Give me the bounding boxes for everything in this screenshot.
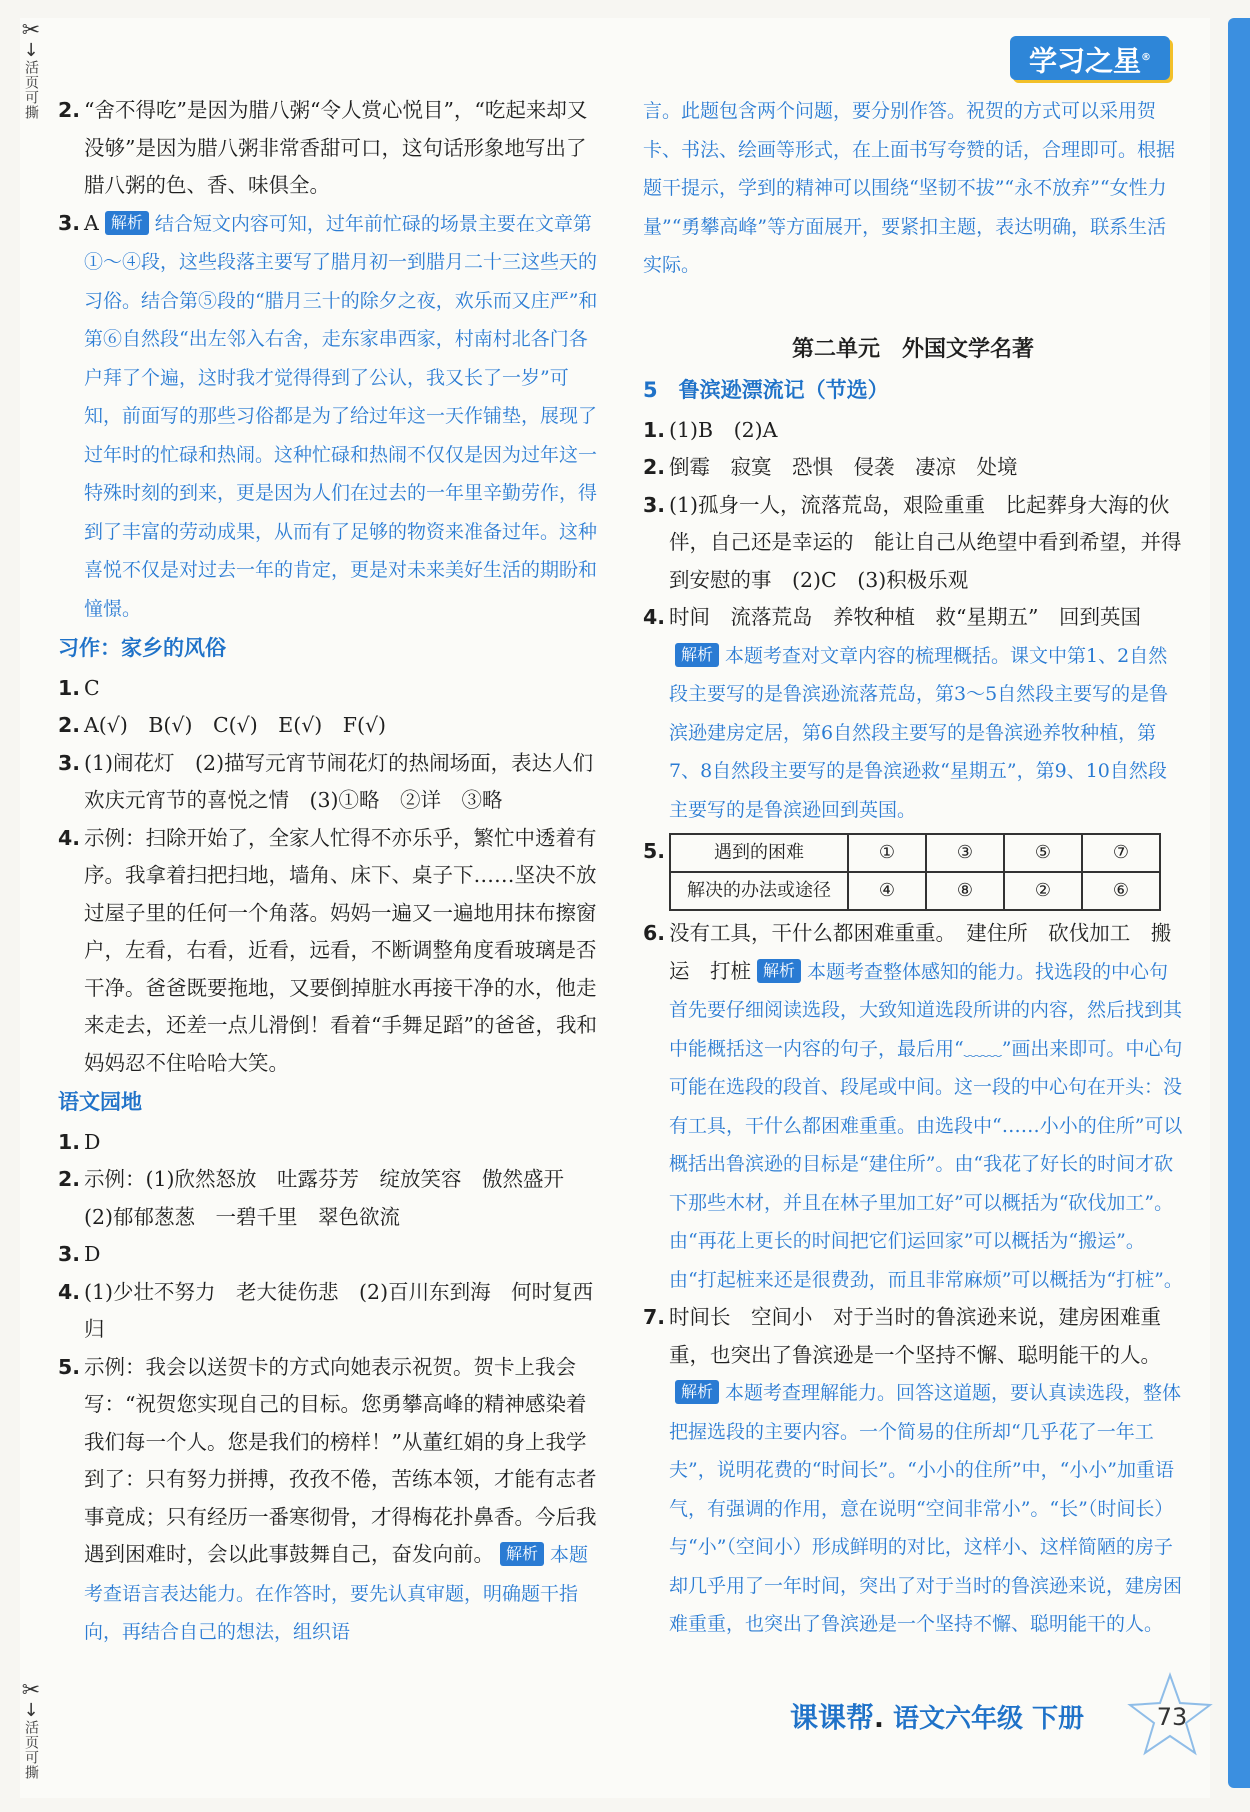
scissors-icon: ✂ <box>21 18 41 43</box>
table-cell: ④ <box>848 872 926 910</box>
answer-item: 3. D <box>58 1242 101 1266</box>
answer-table <box>669 833 1161 911</box>
brand-logo <box>1010 36 1170 80</box>
answer-item: 2. 倒霉 寂寞 恐惧 侵袭 凄凉 处境 <box>643 455 1018 479</box>
answer-item: 6. 没有工具，干什么都困难重重。 建住所 砍伐加工 搬运 打桩 解析 本题考查整体感知的能力。找选段的中心句首先要仔细阅读选段，大致知道选段所讲的内容，然后找到其中能概括这一内容的句子，最后用“﹏﹏”画出来即可。中心句可能在选段的段首、段尾或中间。这一段的中心句在开头：没有工具，干什么都困难重重。由选段中“……小小的住所”可以概括出鲁滨逊的目标是“建住所”。由“我花了好长的时间才砍下那些木材，并且在林子里加工好”可以概括为“砍伐加工”。由“再花上更长的时间把它们运回家”可以概括为“搬运”。由“打起桩来还是很费劲，而且非常麻烦”可以概括为“打桩”。 <box>643 921 1183 1291</box>
table-cell: 遇到的困难 <box>670 834 848 872</box>
answer-item: 3. A 解析 结合短文内容可知，过年前忙碌的场景主要在文章第①～④段，这些段落主要写了腊月初一到腊月二十三这些天的习俗。结合第⑤段的“腊月三十的除夕之夜，欢乐而又庄严”和第⑥自然段“出左邻入右舍，走东家串西家，村南村北各门各户拜了个遍，这时我才觉得得到了公认，我又长了一岁”可知，前面写的那些习俗都是为了给过年这一天作铺垫，展现了过年时的忙碌和热闹。这种忙碌和热闹不仅仅是因为过年这一特殊时刻的到来，更是因为人们在过去的一年里辛勤劳作，得到了丰富的劳动成果，从而有了足够的物资来准备过年。这种喜悦不仅是对过去一年的肯定，更是对未来美好生活的期盼和憧憬。 <box>58 210 598 620</box>
answer-item: 4. (1)少壮不努力 老大徒伤悲 (2)百川东到海 何时复西归 <box>58 1279 594 1341</box>
table-cell: ⑦ <box>1082 834 1160 872</box>
logo-text: 学习之星 <box>1028 44 1141 78</box>
unit-title: 第二单元 外国文学名著 <box>791 336 1034 362</box>
table-cell: 解决的办法或途径 <box>670 872 848 910</box>
answer-item: 7. 时间长 空间小 对于当时的鲁滨逊来说，建房困难重重，也突出了鲁滨逊是一个坚持不懈、聪明能干的人。解析 本题考查理解能力。回答这道题，要认真读选段，整体把握选段的主要内容。一个简易的住所却“几乎花了一年工夫”，说明花费的“时间长”。“小小的住所”中，“小小”加重语气，有强调的作用，意在说明“空间非常小”。“长”（时间长）与“小”（空间小）形成鲜明的对比，这样小、这样简陋的房子却几乎用了一年时间，突出了对于当时的鲁滨逊来说，建房困难重重，也突出了鲁滨逊是一个坚持不懈、聪明能干的人。 <box>643 1305 1183 1635</box>
answer-item: 1. C <box>58 675 100 700</box>
arrow-down-icon: ↓ <box>23 40 39 61</box>
analysis-badge: 解析 <box>675 1380 719 1404</box>
tear-off-marker-top <box>14 20 48 124</box>
logo-mark: ® <box>1141 52 1151 63</box>
analysis-text: 本题考查理解能力。回答这道题，要认真读选段，整体把握选段的主要内容。一个简易的住所却“几乎花了一年工夫”，说明花费的“时间长”。“小小的住所”中，“小小”加重语气，有强调的作用，意在说明“空间非常小”。“长”（时间长）与“小”（空间小）形成鲜明的对比，这样小、这样简陋的房子却几乎用了一年时间，突出了对于当时的鲁滨逊来说，建房困难重重，也突出了鲁滨逊是一个坚持不懈、聪明能干的人。 <box>669 1382 1183 1635</box>
table-cell: ② <box>1004 872 1082 910</box>
answer-item: 4. 时间 流落荒岛 养牧种植 救“星期五” 回到英国解析 本题考查对文章内容的梳理概括。课文中第1、2自然段主要写的是鲁滨逊流落荒岛，第3～5自然段主要写的是鲁滨逊建房定居，第6自然段主要写的是鲁滨逊养牧种植，第7、8自然段主要写的是鲁滨逊救“星期五”，第9、10自然段主要写的是鲁滨逊回到英国。 <box>643 605 1169 821</box>
footer-title: 课课帮. 语文六年级 下册 <box>790 1701 1085 1734</box>
analysis-text: 本题考查对文章内容的梳理概括。课文中第1、2自然段主要写的是鲁滨逊流落荒岛，第3～5自然段主要写的是鲁滨逊建房定居，第6自然段主要写的是鲁滨逊养牧种植，第7、8自然段主要写的是鲁滨逊救“星期五”，第9、10自然段主要写的是鲁滨逊回到英国。 <box>669 644 1169 821</box>
analysis-text: 本题考查语言表达能力。在作答时，要先认真审题，明确题干指向，再结合自己的想法，组织语 <box>84 1544 589 1643</box>
tear-label: 活页可撕 <box>23 1720 40 1780</box>
table-row <box>670 872 1160 910</box>
answer-item: 5. 示例：我会以送贺卡的方式向她表示祝贺。贺卡上我会写：“祝贺您实现自己的目标。您勇攀高峰的精神感染着我们每一个人。您是我们的榜样！”从董红娟的身上我学到了：只有努力拼搏，孜孜不倦，苦练本领，才能有志者事竟成；只有经历一番寒彻骨，才得梅花扑鼻香。今后我遇到困难时，会以此事鼓舞自己，奋发向前。 解析 本题考查语言表达能力。在作答时，要先认真审题，明确题干指向，再结合自己的想法，组织语 <box>58 1354 597 1643</box>
analysis-badge: 解析 <box>500 1542 544 1566</box>
section-heading: 习作：家乡的风俗 <box>58 636 226 660</box>
analysis-text: 本题考查整体感知的能力。找选段的中心句首先要仔细阅读选段，大致知道选段所讲的内容，然后找到其中能概括这一内容的句子，最后用“﹏﹏”画出来即可。中心句可能在选段的段首、段尾或中间。这一段的中心句在开头：没有工具，干什么都困难重重。由选段中“……小小的住所”可以概括出鲁滨逊的目标是“建住所”。由“我花了好长的时间才砍下那些木材，并且在林子里加工好”可以概括为“砍伐加工”。由“再花上更长的时间把它们运回家”可以概括为“搬运”。由“打起桩来还是很费劲，而且非常麻烦”可以概括为“打桩”。 <box>669 960 1183 1291</box>
table-row <box>670 834 1160 872</box>
tear-off-marker-bottom <box>14 1680 48 1784</box>
lesson-title: 5 鲁滨逊漂流记（节选） <box>643 378 889 402</box>
table-cell: ③ <box>926 834 1004 872</box>
table-cell: ⑤ <box>1004 834 1082 872</box>
left-column <box>58 92 598 1652</box>
answer-item: 5. 遇到的困难 ① ③ ⑤ ⑦ 解决的办法或途径 ④ ⑧ ② ⑥ <box>643 833 1183 911</box>
answer-item: 4. 示例：扫除开始了，全家人忙得不亦乐乎，繁忙中透着有序。我拿着扫把扫地，墙角、床下、桌子下……坚决不放过屋子里的任何一个角落。妈妈一遍又一遍地用抹布擦窗户，左看，右看，近看，远看，不断调整角度看玻璃是否干净。爸爸既要拖地，又要倒掉脏水再接干净的水，他走来走去，还差一点儿滑倒！看着“手舞足蹈”的爸爸，我和妈妈忍不住哈哈大笑。 <box>58 825 597 1075</box>
analysis-text: 结合短文内容可知，过年前忙碌的场景主要在文章第①～④段，这些段落主要写了腊月初一到腊月二十三这些天的习俗。结合第⑤段的“腊月三十的除夕之夜，欢乐而又庄严”和第⑥自然段“出左邻入右舍，走东家串西家，村南村北各门各户拜了个遍，这时我才觉得得到了公认，我又长了一岁”可知，前面写的那些习俗都是为了给过年这一天作铺垫，展现了过年时的忙碌和热闹。这种忙碌和热闹不仅仅是因为过年这一特殊时刻的到来，更是因为人们在过去的一年里辛勤劳作，得到了丰富的劳动成果，从而有了足够的物资来准备过年。这种喜悦不仅是对过去一年的肯定，更是对未来美好生活的期盼和憧憬。 <box>84 212 598 620</box>
answer-item: 2. 示例：(1)欣然怒放 吐露芬芳 绽放笑容 傲然盛开 (2)郁郁葱葱 一碧千里 翠色欲流 <box>58 1167 585 1229</box>
answer-item: 2. “舍不得吃”是因为腊八粥“令人赏心悦目”，“吃起来却又没够”是因为腊八粥非常香甜可口，这句话形象地写出了腊八粥的色、香、味俱全。 <box>58 98 588 197</box>
table-cell: ⑧ <box>926 872 1004 910</box>
analysis-badge: 解析 <box>675 643 719 667</box>
table-cell: ① <box>848 834 926 872</box>
footer-volume: 下册 <box>1032 1704 1085 1734</box>
analysis-badge: 解析 <box>105 211 149 235</box>
answer-item: 1. (1)B (2)A <box>643 417 778 442</box>
tear-label: 活页可撕 <box>23 60 40 120</box>
footer-subject: 语文六年级 <box>892 1704 1023 1734</box>
table-cell: ⑥ <box>1082 872 1160 910</box>
answer-item: 3. (1)闹花灯 (2)描写元宵节闹花灯的热闹场面，表达人们欢庆元宵节的喜悦之情 (3)①略 ②详 ③略 <box>58 750 594 812</box>
side-color-bar <box>1228 18 1250 1788</box>
analysis-badge: 解析 <box>757 959 801 983</box>
scissors-icon: ✂ <box>21 1678 41 1703</box>
arrow-down-icon: ↓ <box>23 1700 39 1721</box>
page-number: 73 <box>1156 1703 1188 1731</box>
right-column <box>643 92 1183 1644</box>
answer-item: 1. D <box>58 1129 101 1154</box>
answer-item: 2. A(√) B(√) C(√) E(√) F(√) <box>58 713 387 737</box>
answer-item: 3. (1)孤身一人，流落荒岛，艰险重重 比起葬身大海的伙伴，自己还是幸运的 能让自己从绝望中看到希望，并得到安慰的事 (2)C (3)积极乐观 <box>643 492 1182 592</box>
answer-continuation: 言。此题包含两个问题，要分别作答。祝贺的方式可以采用贺卡、书法、绘画等形式，在上面书写夸赞的话，合理即可。根据题干提示，学到的精神可以围绕“坚韧不拔”“永不放弃”“女性力量”“勇攀高峰”等方面展开，要紧扣主题，表达明确，联系生活实际。 <box>643 100 1176 276</box>
section-heading: 语文园地 <box>58 1090 142 1114</box>
footer-brand: 课课帮 <box>790 1701 875 1734</box>
